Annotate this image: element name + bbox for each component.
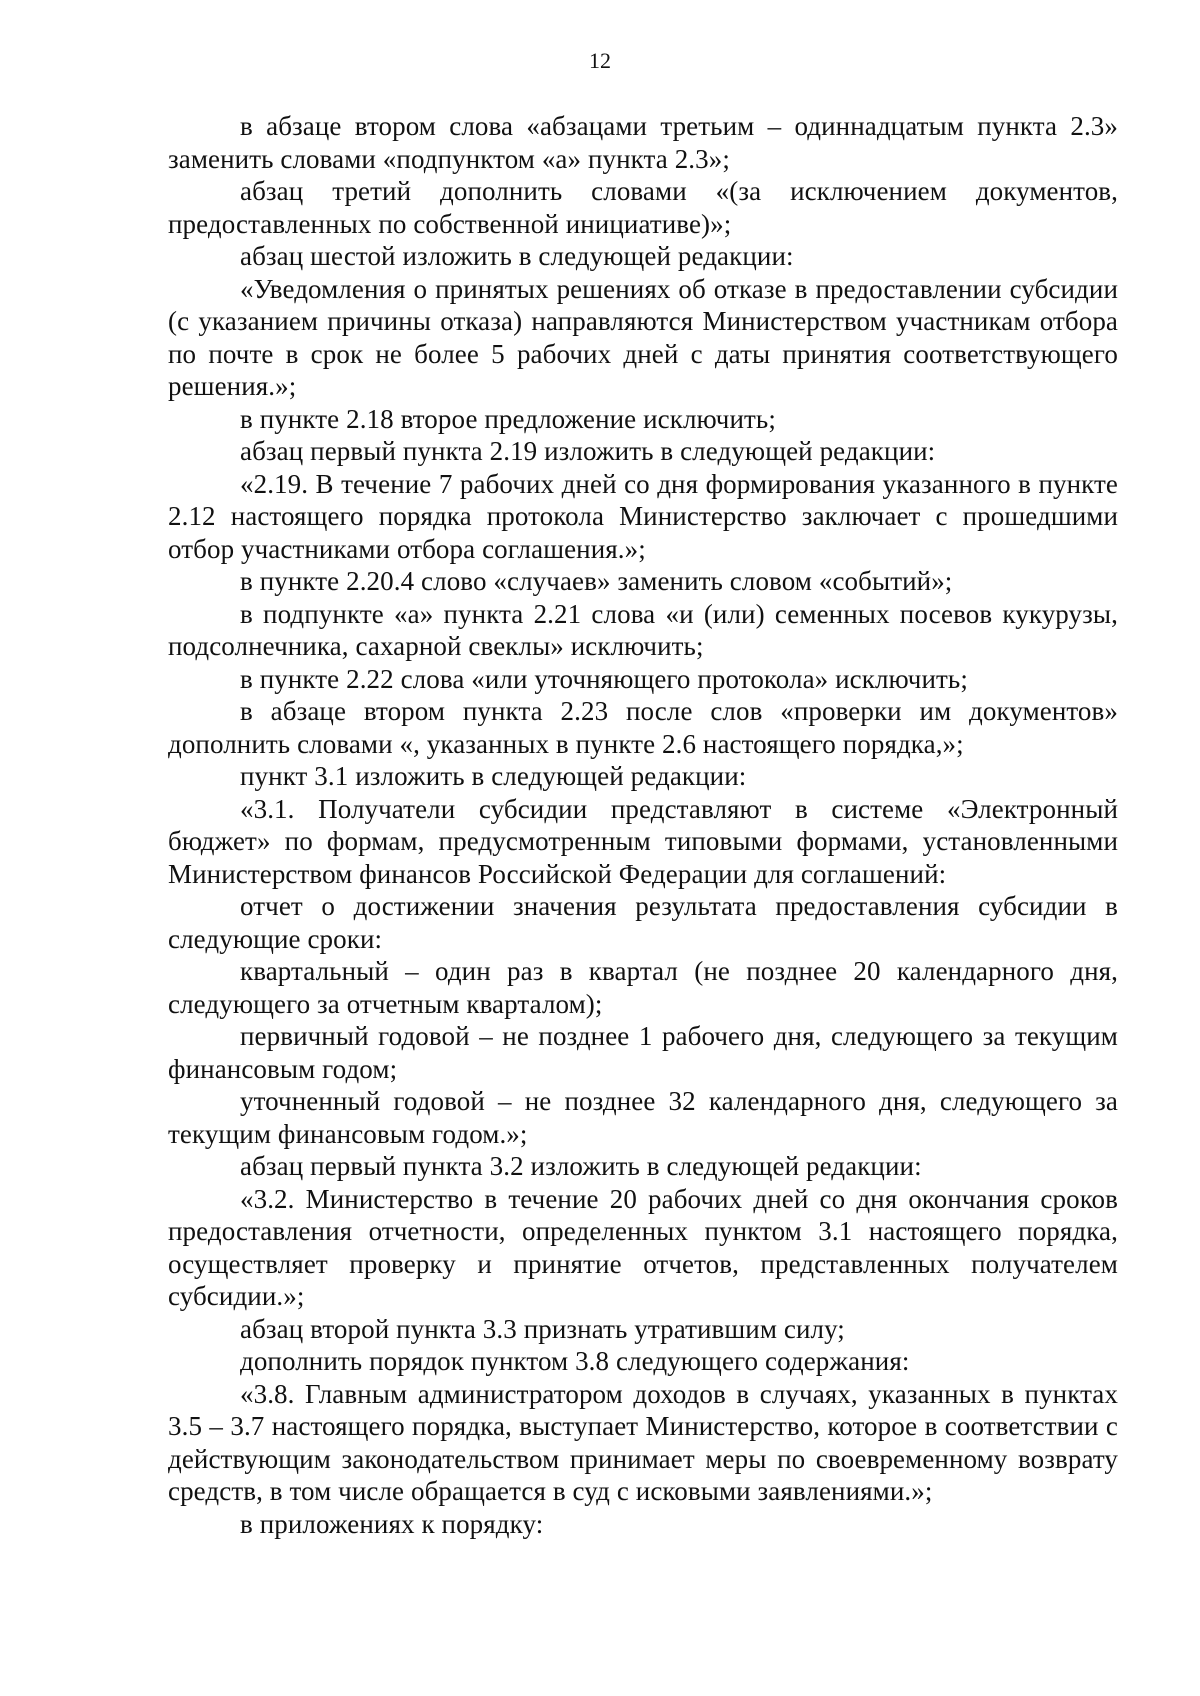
paragraph: абзац третий дополнить словами «(за исключением документов, предоставленных по собственной инициативе)»; <box>168 176 1118 239</box>
paragraph: абзац шестой изложить в следующей редакции: <box>240 241 794 271</box>
paragraph: в приложениях к порядку: <box>240 1508 544 1539</box>
paragraph: квартальный – один раз в квартал (не позднее 20 календарного дня, следующего за отчетным кварталом); <box>168 956 1118 1019</box>
paragraph: уточненный годовой – не позднее 32 календарного дня, следующего за текущим финансовым годом.»; <box>168 1086 1118 1149</box>
page-number: 12 <box>589 48 611 73</box>
paragraph: в подпункте «а» пункта 2.21 слова «и (или) семенных посевов кукурузы, подсолнечника, сахарной свеклы» исключить; <box>168 598 1118 661</box>
paragraph: абзац первый пункта 2.19 изложить в следующей редакции: <box>240 436 936 466</box>
paragraph: абзац первый пункта 3.2 изложить в следующей редакции: <box>240 1151 922 1181</box>
paragraph: в абзаце втором пункта 2.23 после слов «проверки им документов» дополнить словами «, указанных в пункте 2.6 настоящего порядка,»; <box>168 696 1118 759</box>
paragraph: абзац второй пункта 3.3 признать утратившим силу; <box>240 1313 845 1344</box>
paragraph: «2.19. В течение 7 рабочих дней со дня формирования указанного в пункте 2.12 настоящего порядка протокола Министерство заключает с прошедшими отбор участниками отбора соглашения.»; <box>168 468 1118 564</box>
paragraph: в пункте 2.20.4 слово «случаев» заменить словом «событий»; <box>240 566 953 596</box>
paragraph: «3.2. Министерство в течение 20 рабочих дней со дня окончания сроков предоставления отчетности, определенных пунктом 3.1 настоящего порядка, осуществляет проверку и принятие отчетов, представленных получателем субсидии.»; <box>168 1183 1118 1311</box>
document-body <box>168 110 1118 1540</box>
paragraph: «3.8. Главным администратором доходов в случаях, указанных в пунктах 3.5 – 3.7 настоящего порядка, выступает Министерство, которое в соответствии с действующим законодательством принимает меры по своевременному возврату средств, в том числе обращается в суд с исковыми заявлениями.»; <box>168 1378 1118 1506</box>
paragraph: дополнить порядок пунктом 3.8 следующего содержания: <box>240 1346 910 1376</box>
paragraph: «Уведомления о принятых решениях об отказе в предоставлении субсидии (с указанием причины отказа) направляются Министерством участникам отбора по почте в срок не более 5 рабочих дней с даты принятия соответствующего решения.»; <box>168 273 1118 401</box>
paragraph: в абзаце втором слова «абзацами третьим – одиннадцатым пункта 2.3» заменить словами «подпунктом «а» пункта 2.3»; <box>168 111 1118 174</box>
paragraph: в пункте 2.22 слова «или уточняющего протокола» исключить; <box>240 663 968 694</box>
paragraph: в пункте 2.18 второе предложение исключить; <box>240 403 776 434</box>
paragraph: первичный годовой – не позднее 1 рабочего дня, следующего за текущим финансовым годом; <box>168 1021 1118 1084</box>
paragraph: пункт 3.1 изложить в следующей редакции: <box>240 761 747 791</box>
paragraph: отчет о достижении значения результата предоставления субсидии в следующие сроки: <box>168 891 1118 954</box>
paragraph: «3.1. Получатели субсидии представляют в системе «Электронный бюджет» по формам, предусмотренным типовыми формами, установленными Министерством финансов Российской Федерации для соглашений: <box>168 793 1118 889</box>
